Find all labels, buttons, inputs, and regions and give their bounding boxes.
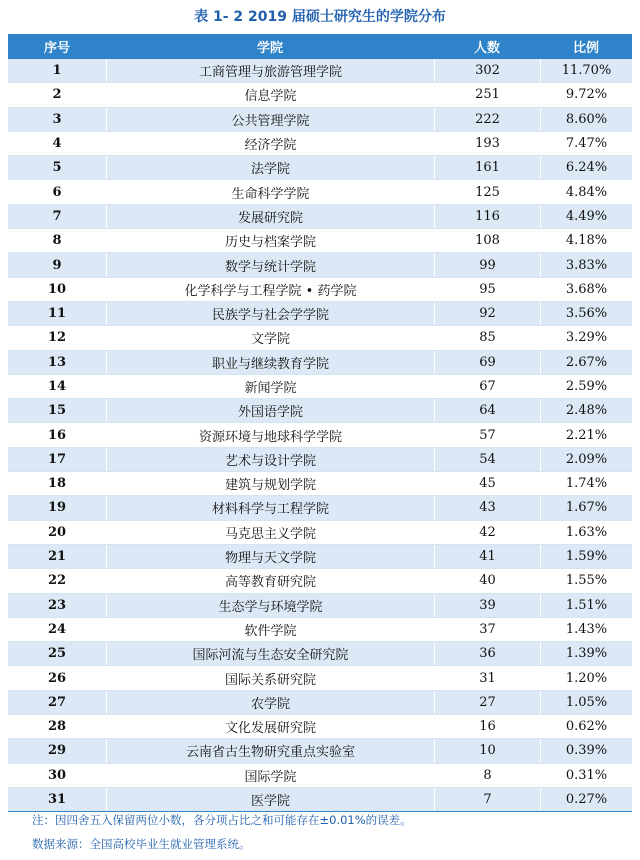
cell-college: 医学院: [106, 788, 434, 811]
cell-index: 10: [47, 281, 67, 297]
table-row: [8, 496, 632, 520]
cell-ratio: 1.51%: [540, 594, 632, 617]
cell-college: 经济学院: [106, 132, 434, 155]
cell-index: 17: [47, 451, 67, 467]
cell-ratio: 0.31%: [540, 764, 632, 787]
table-row: [8, 351, 632, 375]
cell-ratio: 1.74%: [540, 472, 632, 495]
cell-index: 19: [47, 500, 67, 516]
cell-count: 41: [434, 545, 540, 568]
cell-index: 9: [52, 257, 62, 273]
cell-ratio: 8.60%: [540, 108, 632, 131]
cell-index: 26: [47, 670, 67, 686]
cell-ratio: 1.43%: [540, 618, 632, 641]
cell-index: 1: [52, 63, 62, 79]
cell-ratio: 6.24%: [540, 156, 632, 179]
table-row: [8, 229, 632, 253]
table-row: [8, 618, 632, 642]
cell-index: 2: [52, 87, 62, 103]
cell-index: 3: [52, 111, 62, 127]
cell-ratio: 2.21%: [540, 423, 632, 446]
table-row: [8, 691, 632, 715]
cell-ratio: 2.67%: [540, 351, 632, 374]
cell-index: 23: [47, 597, 67, 613]
cell-count: 27: [434, 691, 540, 714]
cell-index: 24: [47, 621, 67, 637]
cell-ratio: 1.67%: [540, 496, 632, 519]
cell-college: 农学院: [106, 691, 434, 714]
table-row: [8, 302, 632, 326]
cell-index: 11: [47, 306, 67, 322]
table-row: [8, 253, 632, 277]
cell-college: 生态学与环境学院: [106, 594, 434, 617]
cell-college: 发展研究院: [106, 205, 434, 228]
cell-college: 民族学与社会学学院: [106, 302, 434, 325]
cell-count: 116: [434, 205, 540, 228]
header-ratio: 比例: [572, 41, 599, 56]
cell-count: 95: [434, 278, 540, 301]
cell-index: 4: [52, 136, 62, 152]
cell-college: 历史与档案学院: [106, 229, 434, 252]
cell-ratio: 4.49%: [540, 205, 632, 228]
cell-count: 64: [434, 399, 540, 422]
table-row: [8, 399, 632, 423]
cell-ratio: 1.05%: [540, 691, 632, 714]
cell-college: 文学院: [106, 326, 434, 349]
cell-count: 222: [434, 108, 540, 131]
cell-ratio: 1.20%: [540, 666, 632, 689]
cell-index: 18: [47, 476, 67, 492]
cell-ratio: 3.29%: [540, 326, 632, 349]
table-row: [8, 156, 632, 180]
table-row: [8, 326, 632, 350]
table-row: [8, 569, 632, 593]
cell-index: 7: [52, 208, 62, 224]
cell-college: 生命科学学院: [106, 180, 434, 203]
table-header-row: [8, 34, 632, 59]
cell-count: 57: [434, 423, 540, 446]
cell-count: 8: [434, 764, 540, 787]
cell-count: 69: [434, 351, 540, 374]
cell-index: 21: [47, 549, 67, 565]
cell-index: 5: [52, 160, 62, 176]
cell-count: 67: [434, 375, 540, 398]
table-row: [8, 715, 632, 739]
cell-count: 43: [434, 496, 540, 519]
header-count: 人数: [473, 41, 500, 56]
table-row: [8, 666, 632, 690]
cell-ratio: 11.70%: [540, 59, 632, 82]
cell-count: 10: [434, 739, 540, 762]
cell-count: 31: [434, 666, 540, 689]
table-row: [8, 83, 632, 107]
table-row: [8, 180, 632, 204]
cell-ratio: 2.59%: [540, 375, 632, 398]
cell-college: 软件学院: [106, 618, 434, 641]
cell-count: 251: [434, 83, 540, 106]
cell-college: 化学科学与工程学院 • 药学院: [106, 278, 434, 301]
cell-count: 16: [434, 715, 540, 738]
cell-ratio: 4.84%: [540, 180, 632, 203]
table-row: [8, 423, 632, 447]
table-row: [8, 594, 632, 618]
cell-count: 37: [434, 618, 540, 641]
cell-college: 马克思主义学院: [106, 521, 434, 544]
header-college: 学院: [256, 41, 283, 56]
table-row: [8, 545, 632, 569]
cell-ratio: 0.39%: [540, 739, 632, 762]
cell-ratio: 2.09%: [540, 448, 632, 471]
cell-college: 建筑与规划学院: [106, 472, 434, 495]
cell-index: 15: [47, 403, 67, 419]
cell-college: 云南省古生物研究重点实验室: [106, 739, 434, 762]
cell-count: 7: [434, 788, 540, 811]
cell-college: 高等教育研究院: [106, 569, 434, 592]
cell-index: 31: [47, 792, 67, 808]
cell-count: 193: [434, 132, 540, 155]
cell-count: 85: [434, 326, 540, 349]
table-row: [8, 642, 632, 666]
cell-count: 45: [434, 472, 540, 495]
cell-index: 14: [47, 379, 67, 394]
cell-count: 161: [434, 156, 540, 179]
cell-index: 30: [47, 767, 67, 783]
cell-ratio: 0.27%: [540, 788, 632, 811]
cell-ratio: 4.18%: [540, 229, 632, 252]
table-row: [8, 132, 632, 156]
cell-college: 工商管理与旅游管理学院: [106, 59, 434, 82]
table-row: [8, 278, 632, 302]
cell-college: 数学与统计学院: [106, 253, 434, 276]
cell-ratio: 3.56%: [540, 302, 632, 325]
table-row: [8, 108, 632, 132]
cell-count: 39: [434, 594, 540, 617]
table-row: [8, 448, 632, 472]
cell-count: 108: [434, 229, 540, 252]
cell-college: 艺术与设计学院: [106, 448, 434, 471]
table-row: [8, 375, 632, 399]
cell-college: 外国语学院: [106, 399, 434, 422]
cell-index: 12: [47, 330, 67, 346]
cell-ratio: 3.83%: [540, 253, 632, 276]
cell-index: 6: [52, 184, 62, 200]
cell-college: 材料科学与工程学院: [106, 496, 434, 519]
table-row: [8, 739, 632, 763]
cell-count: 99: [434, 253, 540, 276]
cell-count: 40: [434, 569, 540, 592]
cell-college: 文化发展研究院: [106, 715, 434, 738]
cell-college: 物理与天文学院: [106, 545, 434, 568]
table-note: 注：因四舍五入保留两位小数，各分项占比之和可能存在±0.01%的误差。: [32, 813, 412, 827]
cell-count: 302: [434, 59, 540, 82]
cell-count: 125: [434, 180, 540, 203]
cell-index: 29: [47, 743, 67, 759]
cell-index: 8: [52, 233, 62, 249]
cell-ratio: 2.48%: [540, 399, 632, 422]
cell-index: 25: [47, 646, 67, 662]
cell-count: 36: [434, 642, 540, 665]
cell-index: 22: [47, 573, 67, 589]
cell-college: 资源环境与地球科学学院: [106, 423, 434, 446]
cell-index: 20: [47, 524, 67, 540]
cell-college: 国际河流与生态安全研究院: [106, 642, 434, 665]
cell-ratio: 1.59%: [540, 545, 632, 568]
table-body: [8, 59, 632, 812]
table-row: [8, 59, 632, 83]
cell-ratio: 1.63%: [540, 521, 632, 544]
cell-ratio: 1.55%: [540, 569, 632, 592]
cell-index: 28: [47, 719, 67, 735]
table-row: [8, 788, 632, 812]
cell-ratio: 3.68%: [540, 278, 632, 301]
cell-count: 92: [434, 302, 540, 325]
table-row: [8, 472, 632, 496]
cell-ratio: 1.39%: [540, 642, 632, 665]
table-row: [8, 205, 632, 229]
cell-index: 27: [47, 694, 67, 710]
cell-index: 16: [47, 427, 67, 443]
cell-college: 新闻学院: [106, 375, 434, 398]
cell-college: 国际关系研究院: [106, 666, 434, 689]
table-title: 表 1- 2 2019 届硕士研究生的学院分布: [194, 9, 446, 25]
table-row: [8, 521, 632, 545]
cell-ratio: 7.47%: [540, 132, 632, 155]
cell-college: 法学院: [106, 156, 434, 179]
cell-count: 42: [434, 521, 540, 544]
cell-college: 国际学院: [106, 764, 434, 787]
cell-college: 信息学院: [106, 83, 434, 106]
data-source: 数据来源：全国高校毕业生就业管理系统。: [32, 837, 251, 851]
table-row: [8, 764, 632, 788]
cell-ratio: 0.62%: [540, 715, 632, 738]
cell-index: 13: [47, 354, 67, 370]
cell-ratio: 9.72%: [540, 83, 632, 106]
cell-college: 公共管理学院: [106, 108, 434, 131]
cell-college: 职业与继续教育学院: [106, 351, 434, 374]
college-distribution-table: [8, 34, 632, 812]
cell-count: 54: [434, 448, 540, 471]
header-index: 序号: [43, 41, 70, 56]
